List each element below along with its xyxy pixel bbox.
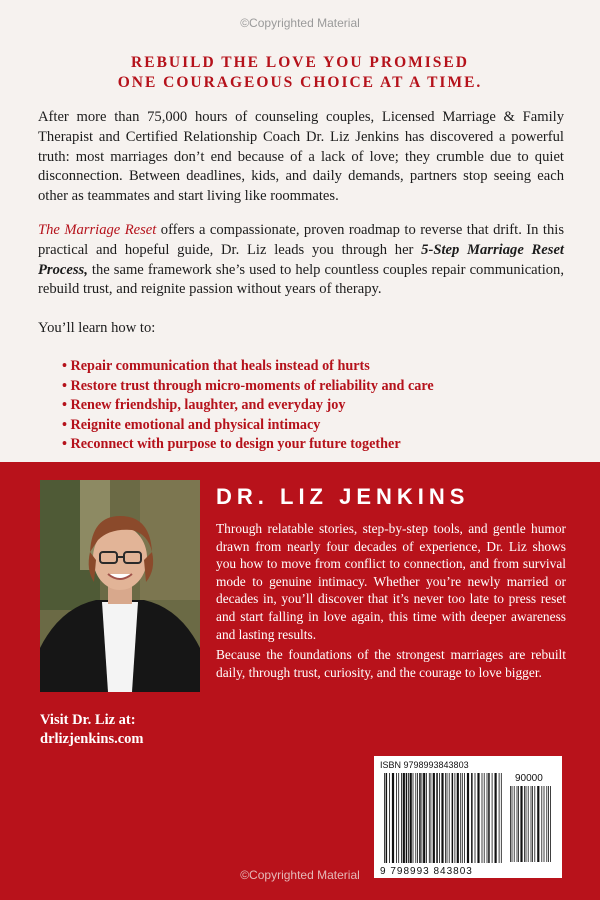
description-text-2: the same framework she’s used to help countless couples repair communication, rebuild trust, and reignite passion without years of therapy.: [38, 261, 564, 298]
visit-block: [40, 711, 144, 749]
barcode-bar: [406, 773, 408, 863]
barcode-bar: [455, 773, 456, 863]
isbn-barcode: [374, 756, 562, 878]
barcode-bar: [426, 773, 427, 863]
barcode-bar: [487, 773, 488, 863]
copyright-watermark-bottom: ©Copyrighted Material: [240, 868, 360, 882]
barcode-bar: [544, 786, 545, 862]
barcode-bar: [419, 773, 421, 863]
barcode-bar: [482, 773, 483, 863]
barcode-bar: [462, 773, 463, 863]
barcode-bar: [423, 773, 425, 863]
barcode-bar: [413, 773, 414, 863]
headline-line-1: REBUILD THE LOVE YOU PROMISED: [131, 54, 469, 71]
barcode-bar: [433, 773, 435, 863]
ean-bars: [384, 773, 502, 863]
barcode-bar: [439, 773, 440, 863]
barcode-bar: [528, 786, 529, 862]
addon-bars: [510, 786, 554, 862]
isbn-label: ISBN 9798993843803: [380, 760, 469, 770]
barcode-bar: [429, 773, 430, 863]
barcode-bar: [548, 786, 549, 862]
author-closing: Because the foundations of the strongest marriages are rebuilt daily, through trust, curiosity, and the courage to love bigger.: [216, 647, 566, 680]
barcode-bar: [518, 786, 519, 862]
barcode-bar: [517, 786, 518, 862]
barcode-bar: [408, 773, 409, 863]
intro-paragraph: After more than 75,000 hours of counseling couples, Licensed Marriage & Family Therapist and Certified Relationship Coach Dr. Liz Jenkins has discovered a powerful truth: most marriages don’t end because of a lack of love; they crumble due to quiet disconnection. Between deadlines, kids, and daily demands, partners stop seeing each other as teammates and start living like roommates.: [38, 109, 564, 205]
barcode-bar: [546, 786, 547, 862]
headline-line-2: ONE COURAGEOUS CHOICE AT A TIME.: [117, 74, 483, 91]
visit-label: Visit Dr. Liz at:: [40, 712, 136, 728]
barcode-bar: [475, 773, 476, 863]
barcode-bar: [410, 773, 412, 863]
barcode-bar: [389, 773, 390, 863]
barcode-bar: [484, 773, 485, 863]
benefit-item: • Repair communication that heals instead of hurts: [62, 357, 434, 377]
barcode-bar: [441, 773, 443, 863]
benefits-list: [62, 357, 434, 455]
barcode-bar: [464, 773, 465, 863]
benefit-item: • Reconnect with purpose to design your future together: [62, 435, 434, 455]
description-text-1: offers a compassionate, proven roadmap to reverse that drift. In this practical and hopeful guide, Dr. Liz leads you through her: [38, 222, 564, 258]
barcode-bar: [415, 773, 416, 863]
barcode-bar: [471, 773, 473, 863]
barcode-bar: [457, 773, 459, 863]
barcode-bar: [524, 786, 525, 862]
author-bio: Through relatable stories, step-by-step tools, and gentle humor drawn from nearly four decades of experience, Dr. Liz shows you how to move from conflict to connection, and from survival mode to genuine intimacy. Whether you’re newly married or decades in, you’ll discover that it’s never too late to press reset and start falling in love again, this time with deeper awareness and lasting results.: [216, 521, 566, 642]
benefit-item: • Restore trust through micro-moments of reliability and care: [62, 377, 434, 397]
barcode-bar: [398, 773, 399, 863]
barcode-bar: [452, 773, 454, 863]
barcode-bar: [403, 773, 405, 863]
book-title: The Marriage Reset: [38, 222, 157, 238]
barcode-bar: [445, 773, 446, 863]
barcode-bar: [396, 773, 397, 863]
ean-digits: 9 798993 843803: [380, 866, 473, 877]
method-name: 5-Step Marriage Reset Process,: [38, 241, 564, 278]
barcode-bar: [401, 773, 402, 863]
author-photo: [40, 480, 200, 692]
barcode-bar: [534, 786, 535, 862]
barcode-bar: [532, 786, 533, 862]
barcode-bar: [467, 773, 469, 863]
barcode-bar: [541, 786, 542, 862]
barcode-bar: [512, 786, 513, 862]
learn-intro: You’ll learn how to:: [38, 320, 156, 336]
book-description-paragraph: [38, 221, 564, 300]
barcode-bar: [431, 773, 432, 863]
barcode-bar: [436, 773, 438, 863]
headline: [0, 53, 600, 93]
author-portrait-illustration: [40, 480, 200, 692]
barcode-bar: [477, 773, 479, 863]
barcode-bar: [531, 786, 532, 862]
benefit-item: • Reignite emotional and physical intimacy: [62, 416, 434, 436]
benefit-item: • Renew friendship, laughter, and everyday joy: [62, 396, 434, 416]
barcode-bar: [384, 773, 385, 863]
barcode-bar: [514, 786, 515, 862]
barcode-bar: [417, 773, 418, 863]
website-link[interactable]: drlizjenkins.com: [40, 731, 144, 747]
barcode-bar: [510, 786, 511, 862]
barcode-bar: [386, 773, 388, 863]
price-code: 90000: [515, 773, 543, 784]
barcode-bar: [499, 773, 500, 863]
barcode-bar: [495, 773, 497, 863]
barcode-bar: [526, 786, 527, 862]
barcode-bar: [392, 773, 394, 863]
barcode-bar: [501, 773, 502, 863]
copyright-watermark-top: ©Copyrighted Material: [240, 16, 360, 30]
barcode-bar: [488, 773, 490, 863]
barcode-bar: [520, 786, 522, 862]
barcode-bar: [422, 773, 423, 863]
barcode-bar: [460, 773, 461, 863]
barcode-bar: [550, 786, 551, 862]
barcode-bar: [447, 773, 448, 863]
author-name: DR. LIZ JENKINS: [216, 484, 470, 509]
barcode-bar: [449, 773, 450, 863]
barcode-bar: [492, 773, 493, 863]
barcode-bar: [537, 786, 539, 862]
